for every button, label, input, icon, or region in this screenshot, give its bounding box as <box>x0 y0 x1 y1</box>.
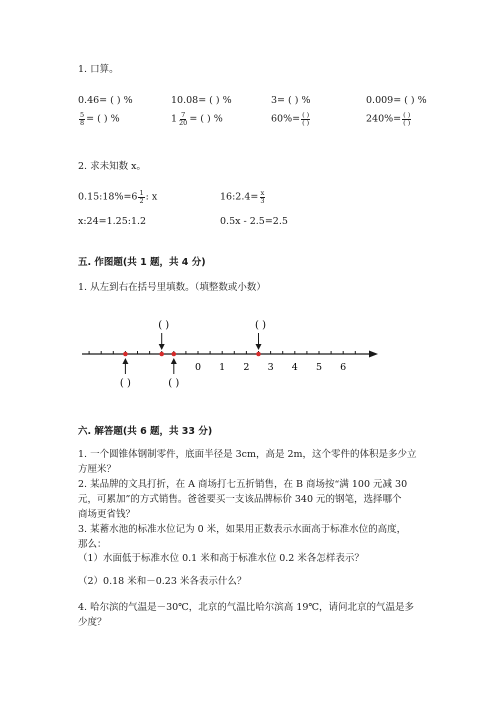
tick-label: 3 <box>267 362 274 373</box>
number-line-diagram <box>0 300 500 410</box>
s6-q1-line2: 方厘米？ <box>78 464 117 475</box>
s6-q4-line1: 4. 哈尔滨的气温是－30℃，北京的气温比哈尔滨高 19℃，请问北京的气温是多 <box>78 602 415 613</box>
axis-arrowhead <box>369 351 378 358</box>
section-5-heading: 五. 作图题(共 1 题，共 4 分) <box>78 257 206 268</box>
oral-calc-2: 10.08= ( ) % <box>171 95 232 106</box>
oral-calc-1: 0.46= ( ) % <box>78 95 133 106</box>
tick-label: 6 <box>340 362 347 373</box>
oral-calc-6: 1 $\frac{7}{20}$ = ( ) % <box>171 111 223 127</box>
section-5-question-1: 1. 从左到右在括号里填数。（填整数或小数） <box>78 282 266 293</box>
s6-q2-line2: 元，可累加”的方式销售。爸爸要买一支该品牌标价 340 元的钢笔，选择哪个 <box>78 494 402 505</box>
fraction: $\frac{5}{8}$ <box>80 111 85 127</box>
oral-calc-3: 3= ( ) % <box>271 95 311 106</box>
s6-q4-line2: 少度？ <box>78 617 107 628</box>
fraction: $\frac{( )}{( )}$ <box>403 111 411 127</box>
equation-2: 16:2.4= $\frac{x}{3}$ <box>220 189 265 205</box>
oral-calc-8: 240%= $\frac{( )}{( )}$ <box>366 111 411 127</box>
arrowhead-down <box>159 344 165 350</box>
s6-q3-sub1: （1）水面低于标准水位 0.1 米和高于标准水位 0.2 米各怎样表示？ <box>78 553 364 564</box>
s6-q2-line1: 2. 某品牌的文具打折，在 A 商场打七五折销售，在 B 商场按“满 100 元减 30 <box>78 479 408 490</box>
oral-calc-4: 0.009= ( ) % <box>366 95 427 106</box>
fraction: $\frac{1}{2}$ <box>139 189 144 205</box>
tick-label: 0 <box>194 362 202 373</box>
answer-paren: ( ) <box>255 320 266 331</box>
section-6-heading: 六. 解答题(共 6 题，共 33 分) <box>78 426 213 437</box>
fraction: $\frac{( )}{( )}$ <box>302 111 310 127</box>
answer-paren: ( ) <box>119 378 131 389</box>
arrowhead-up <box>122 358 128 364</box>
arrowhead-up <box>171 358 177 364</box>
marked-point <box>172 352 177 357</box>
marked-point <box>256 352 261 357</box>
s6-q2-line3: 商场更省钱？ <box>78 509 136 520</box>
equation-3: x:24=1.25:1.2 <box>78 216 147 227</box>
fraction: $\frac{7}{20}$ <box>179 111 188 127</box>
arrowhead-down <box>256 344 262 350</box>
answer-paren: ( ) <box>168 378 180 389</box>
tick-label: 5 <box>315 362 323 373</box>
equation-1: 0.15:18%=6 $\frac{1}{2}$ : x <box>78 189 158 205</box>
fraction: $\frac{x}{3}$ <box>260 189 265 205</box>
s6-q3-line1: 3. 某蓄水池的标准水位记为 0 米，如果用正数表示水面高于标准水位的高度， <box>78 524 407 535</box>
number-line-labels <box>195 362 346 373</box>
oral-calc-7: 60%= $\frac{( )}{( )}$ <box>271 111 310 127</box>
answer-paren: ( ) <box>158 320 170 331</box>
equation-4: 0.5x - 2.5=2.5 <box>220 216 288 227</box>
tick-label: 2 <box>243 362 250 373</box>
s6-q3-line2: 那么： <box>78 539 107 550</box>
oral-calc-5: $\frac{5}{8}$ = ( ) % <box>80 111 120 127</box>
tick-label: 1 <box>219 362 226 373</box>
question-2-title: 2. 求未知数 x。 <box>78 161 146 172</box>
s6-q3-sub2: （2）0.18 米和－0.23 米各表示什么？ <box>78 576 247 587</box>
marked-point <box>159 352 164 357</box>
s6-q1-line1: 1. 一个圆锥体钢制零件，底面半径是 3cm，高是 2m，这个零件的体积是多少立 <box>78 449 417 460</box>
tick-label: 4 <box>291 362 298 373</box>
question-1-title: 1. 口算。 <box>78 64 119 75</box>
marked-point <box>123 352 128 357</box>
